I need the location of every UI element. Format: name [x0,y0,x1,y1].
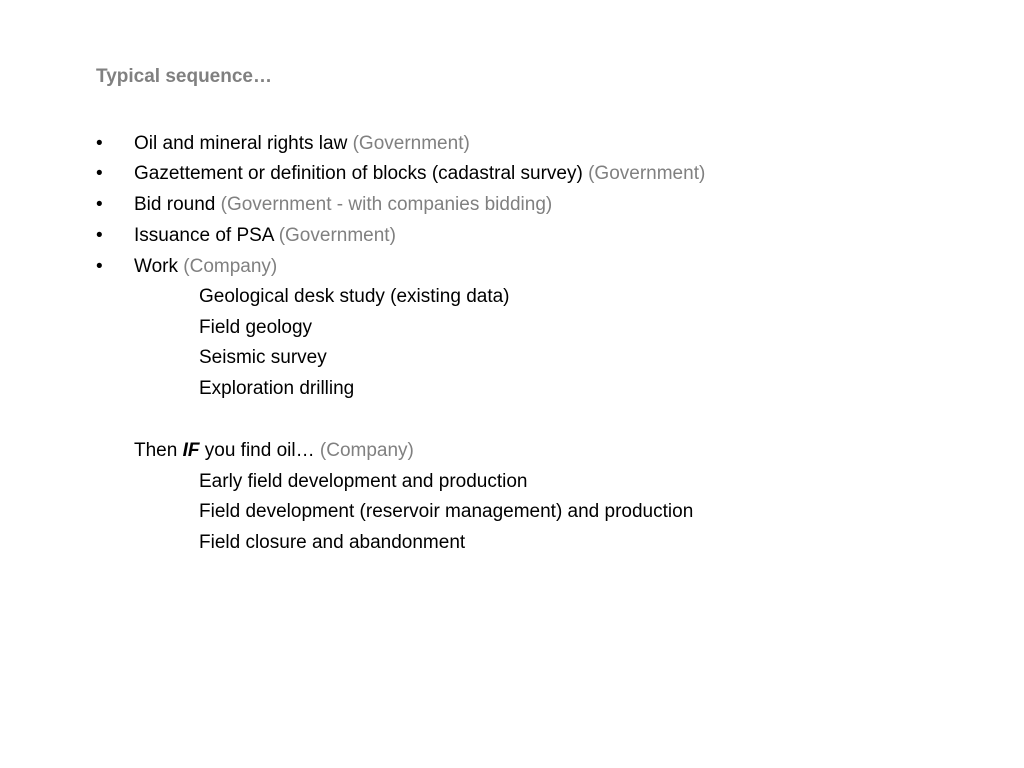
bullet-role-note: (Company) [183,256,278,277]
then-role-note: (Company) [319,440,414,461]
work-step-item: Seismic survey [199,347,327,368]
bullet-text [134,255,277,279]
bullet-marker: • [96,194,103,215]
work-step-item: Field geology [199,317,313,338]
bullet-main-text: Oil and mineral rights law [134,133,348,154]
oil-step-item: Field closure and abandonment [199,532,466,553]
then-suffix: you find oil… [204,440,315,461]
then-if-line [134,439,414,463]
then-prefix: Then [134,440,178,461]
bullet-marker: • [96,133,103,154]
bullet-main-text: Issuance of PSA [134,225,274,246]
bullet-text [134,224,396,248]
slide-title: Typical sequence… [96,66,272,87]
bullet-text [134,132,470,156]
bullet-text [134,162,705,186]
bullet-role-note: (Government) [588,163,706,184]
if-emphasis: IF [182,440,200,461]
bullet-marker: • [96,163,103,184]
bullet-role-note: (Government) [352,133,470,154]
bullet-main-text: Work [134,256,178,277]
bullet-main-text: Gazettement or definition of blocks (cadastral survey) [134,163,583,184]
bullet-role-note: (Government - with companies bidding) [220,194,553,215]
work-step-item: Geological desk study (existing data) [199,286,510,307]
work-step-item: Exploration drilling [199,378,355,399]
oil-step-item: Early field development and production [199,471,528,492]
bullet-text [134,193,552,217]
oil-step-item: Field development (reservoir management) and production [199,501,694,522]
bullet-marker: • [96,225,103,246]
bullet-main-text: Bid round [134,194,216,215]
bullet-role-note: (Government) [278,225,396,246]
bullet-marker: • [96,256,103,277]
